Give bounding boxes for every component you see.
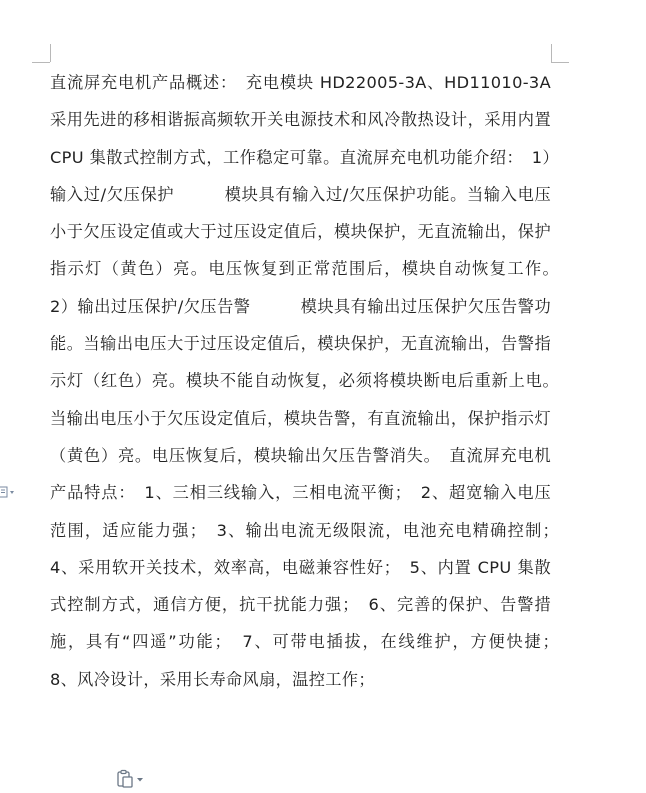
crop-mark-top-left bbox=[32, 62, 50, 63]
crop-mark-top-left bbox=[50, 44, 51, 62]
paragraph-options-icon[interactable] bbox=[0, 484, 16, 500]
paste-options-icon[interactable] bbox=[116, 769, 146, 789]
document-body-text[interactable]: 直流屏充电机产品概述： 充电模块 HD22005-3A、HD11010-3A 采用先进的移相谐振高频软开关电源技术和风冷散热设计，采用内置 CPU 集散式控制方式，工作稳定可靠。直流屏充电机功能介绍： 1）输入过/欠压保护 模块具有输入过/欠压保护功能。当输入电压小于欠压设定值或大于过压设定值后，模块保护，无直流输出，保护指示灯（黄色）亮。电压恢复到正常范围后，模块自动恢复工作。 2）输出过压保护/欠压告警 模块具有输出过压保护欠压告警功能。当输出电压大于过压设定值后，模块保护，无直流输出，告警指示灯（红色）亮。模块不能自动恢复，必须将模块断电后重新上电。 当输出电压小于欠压设定值后，模块告警，有直流输出，保护指示灯（黄色）亮。电压恢复后，模块输出欠压告警消失。 直流屏充电机产品特点： 1、三相三线输入，三相电流平衡； 2、超宽输入电压范围，适应能力强； 3、输出电流无级限流，电池充电精确控制； 4、采用软开关技术，效率高，电磁兼容性好； 5、内置 CPU 集散式控制方式，通信方便，抗干扰能力强； 6、完善的保护、告警措施，具有“四遥”功能； 7、可带电插拔，在线维护，方便快捷； 8、风冷设计，采用长寿命风扇，温控工作； bbox=[50, 73, 601, 689]
crop-mark-top-right bbox=[551, 44, 552, 62]
crop-mark-top-right bbox=[551, 62, 569, 63]
